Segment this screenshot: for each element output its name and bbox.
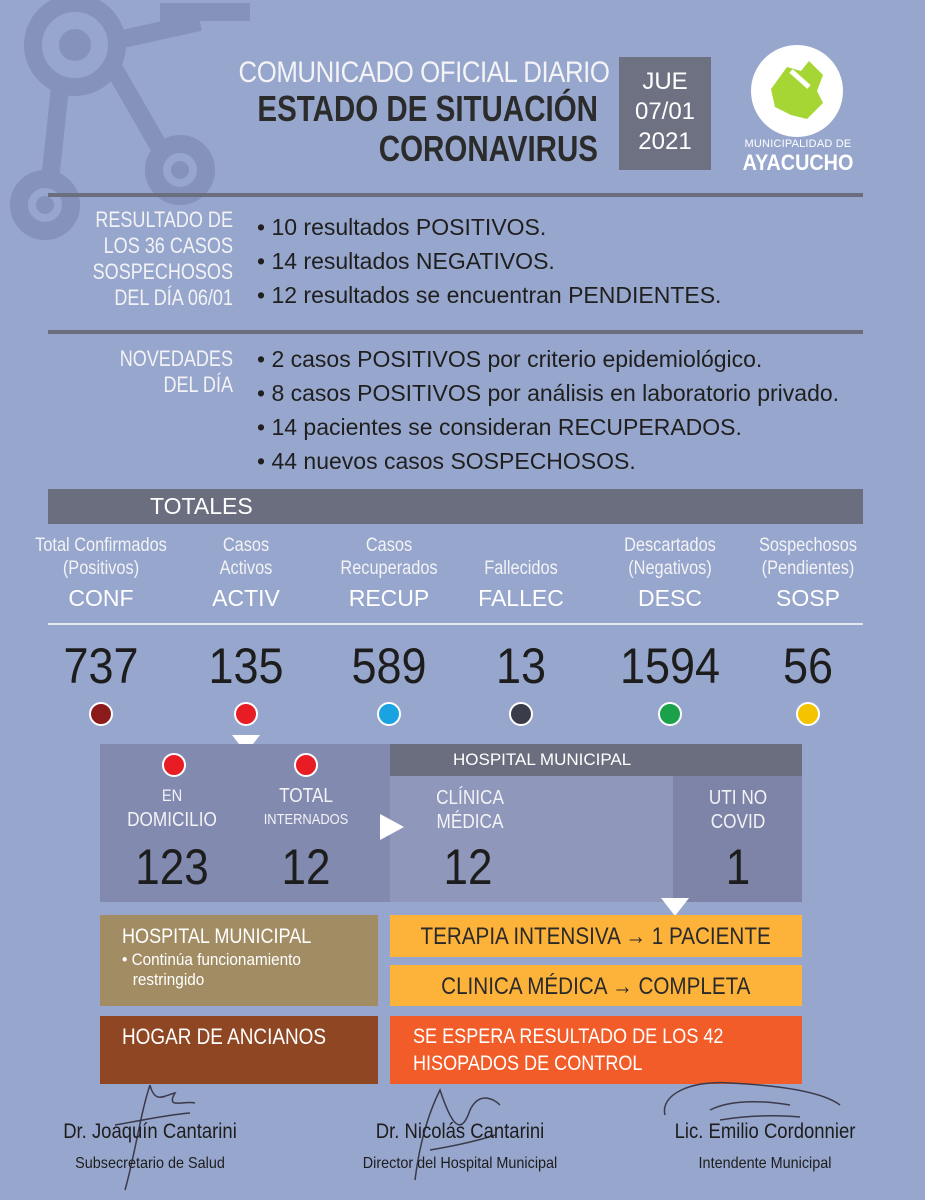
uti-label: UTI NO COVID	[708, 787, 768, 833]
header-title-2: CORONAVIRUS	[378, 128, 598, 169]
list-item: • 14 pacientes se consideran RECUPERADOS.	[257, 414, 742, 440]
column-header: Total Confirmados	[35, 535, 167, 556]
list-item: • 2 casos POSITIVOS por criterio epidemiológico.	[257, 346, 763, 372]
header-subtitle: COMUNICADO OFICIAL DIARIO	[238, 56, 610, 89]
signature-title: Subsecretario de Salud	[75, 1155, 225, 1172]
domicilio-value: 123	[135, 839, 209, 895]
list-item: • 10 resultados POSITIVOS.	[257, 214, 547, 240]
column-header: Casos	[222, 535, 270, 556]
signature-name: Dr. Nicolás Cantarini	[375, 1120, 545, 1143]
news-list	[257, 342, 839, 478]
signature-name: Lic. Emilio Cordonnier	[674, 1120, 856, 1143]
hospital-notice: HOSPITAL MUNICIPAL • Continúa funcionamiento restringido	[100, 915, 378, 1006]
status-dot	[509, 702, 533, 726]
uti-value: 1	[725, 839, 751, 895]
results-label: RESULTADO DE LOS 36 CASOS SOSPECHOSOS DEL DÍA 06/01	[92, 207, 233, 310]
date-year: 2021	[638, 128, 692, 155]
column-value: 135	[208, 638, 284, 694]
espera-notice: SE ESPERA RESULTADO DE LOS 42 HISOPADOS DE CONTROL	[390, 1016, 802, 1084]
column-header: Fallecidos	[484, 558, 558, 579]
results-list	[257, 210, 721, 312]
logo-name: AYACUCHO	[742, 150, 854, 175]
divider	[48, 193, 863, 197]
status-dot	[162, 753, 186, 777]
header-title: ESTADO DE SITUACIÓN	[257, 88, 598, 129]
hogar-notice: HOGAR DE ANCIANOS	[100, 1016, 378, 1084]
column-value: 1594	[619, 638, 721, 694]
signature-name: Dr. Joaquín Cantarini	[63, 1120, 237, 1143]
internados-label: TOTAL INTERNADOS	[263, 785, 349, 828]
column-header: Sospechosos	[758, 535, 858, 556]
column-abbr: ACTIV	[212, 585, 280, 611]
column-abbr: DESC	[638, 585, 702, 611]
arrow-right-icon	[378, 812, 406, 842]
date-day: JUE	[642, 68, 688, 95]
clinica-label: CLÍNICA MÉDICA	[436, 787, 504, 833]
column-header: (Positivos)	[62, 558, 140, 579]
internados-value: 12	[281, 839, 331, 895]
date-date: 07/01	[634, 98, 696, 125]
list-item: • 12 resultados se encuentran PENDIENTES.	[257, 282, 722, 308]
news-label: NOVEDADES DEL DÍA	[119, 346, 233, 397]
logo-caption: MUNICIPALIDAD DE	[744, 138, 852, 150]
domicilio-label: EN DOMICILIO	[127, 786, 217, 831]
arrow-down-icon	[659, 897, 691, 917]
divider	[48, 623, 863, 625]
column-header: Recuperados	[340, 558, 438, 579]
totals-bar: TOTALES	[48, 489, 863, 524]
clinica-notice: CLINICA MÉDICA → COMPLETA	[390, 965, 802, 1006]
list-item: • 14 resultados NEGATIVOS.	[257, 248, 555, 274]
column-abbr: SOSP	[776, 585, 840, 611]
hospital-bar: HOSPITAL MUNICIPAL	[390, 744, 802, 776]
status-dot	[89, 702, 113, 726]
column-value: 56	[782, 638, 834, 694]
status-dot	[796, 702, 820, 726]
municipality-logo-icon	[751, 45, 843, 137]
terapia-notice: TERAPIA INTENSIVA → 1 PACIENTE	[390, 915, 802, 957]
status-dot	[377, 702, 401, 726]
list-item: • 8 casos POSITIVOS por análisis en laboratorio privado.	[257, 380, 840, 406]
divider	[48, 330, 863, 334]
column-value: 737	[63, 638, 139, 694]
clinica-value: 12	[443, 839, 493, 895]
column-value: 589	[351, 638, 427, 694]
signature-title: Director del Hospital Municipal	[362, 1155, 558, 1172]
status-dot	[234, 702, 258, 726]
municipality-logo	[751, 45, 843, 137]
list-item: • 44 nuevos casos SOSPECHOSOS.	[257, 448, 636, 474]
signature-title: Intendente Municipal	[698, 1155, 832, 1172]
column-header: Casos	[365, 535, 413, 556]
column-abbr: RECUP	[348, 585, 430, 611]
column-value: 13	[495, 638, 547, 694]
column-header: (Pendientes)	[761, 558, 855, 579]
status-dot	[294, 753, 318, 777]
column-header: Descartados	[624, 535, 716, 556]
column-abbr: FALLEC	[478, 585, 564, 611]
date-box	[619, 57, 711, 170]
column-header: (Negativos)	[628, 558, 712, 579]
column-header: Activos	[219, 558, 273, 579]
column-abbr: CONF	[68, 585, 134, 611]
status-dot	[658, 702, 682, 726]
